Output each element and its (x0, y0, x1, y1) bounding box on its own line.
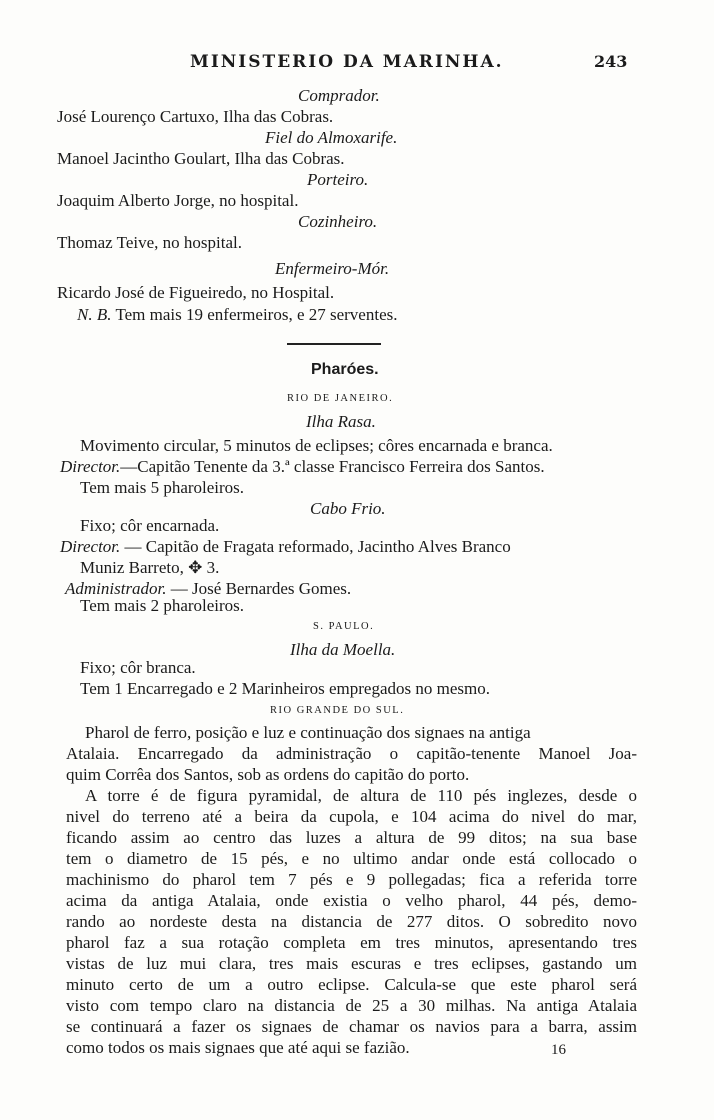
staff-line: José Lourenço Cartuxo, Ilha das Cobras. (57, 107, 334, 126)
note-text: Tem mais 19 enfermeiros, e 27 serventes. (115, 305, 398, 324)
note-line (77, 305, 398, 325)
paragraph-line: se continuará a fazer os signaes de chamar os navios para a barra, assim (66, 1017, 637, 1036)
place-heading: Ilha da Moella. (290, 640, 396, 659)
region-heading: RIO GRANDE DO SUL. (270, 705, 405, 716)
paragraph-line: machinismo do pharol tem 7 pés e 9 pollegadas; fica a referida torre (66, 870, 637, 889)
paragraph-line: Pharol de ferro, posição e luz e continuação dos signaes na antiga (85, 723, 531, 742)
region-heading: S. PAULO. (313, 621, 375, 632)
region-heading: RIO DE JANEIRO. (287, 393, 394, 404)
place-heading: Cabo Frio. (310, 499, 386, 518)
section-divider (287, 343, 381, 345)
place-heading: Ilha Rasa. (306, 412, 376, 431)
paragraph-line: ficando assim ao centro das luzes a altura de 99 ditos; na sua base (66, 828, 637, 847)
note-label: N. B. (77, 305, 112, 324)
director-label: Director. (60, 457, 121, 476)
director-text: — Capitão de Fragata reformado, Jacintho Alves Branco (124, 537, 511, 556)
administrator-text: — José Bernardes Gomes. (170, 579, 352, 598)
body-line (60, 537, 511, 557)
body-line: Tem mais 5 pharoleiros. (80, 478, 245, 497)
paragraph-line: visto com tempo claro na distancia de 25 a 30 milhas. Na antiga Atalaia (66, 996, 637, 1015)
staff-line: Joaquim Alberto Jorge, no hospital. (57, 191, 299, 210)
paragraph-line: nivel do terreno até a beira da cupola, e 104 acima do nivel do mar, (66, 807, 637, 826)
paragraph-line: acima da antiga Atalaia, onde existia o velho pharol, 44 pés, demo- (66, 891, 637, 910)
administrator-label: Administrador. (65, 579, 167, 598)
role-fiel: Fiel do Almoxarife. (265, 128, 398, 147)
running-title: MINISTERIO DA MARINHA. (190, 52, 504, 72)
paragraph-line: como todos os mais signaes que até aqui se fazião. (66, 1038, 410, 1057)
paragraph-line: pharol faz a sua rotação completa em tres minutos, apresentando tres (66, 933, 637, 952)
staff-line: Manoel Jacintho Goulart, Ilha das Cobras. (57, 149, 345, 168)
role-comprador: Comprador. (298, 86, 380, 105)
role-enfermeiro: Enfermeiro-Mór. (275, 259, 390, 278)
body-line: Tem mais 2 pharoleiros. (80, 596, 245, 615)
section-title: Pharóes. (311, 361, 379, 378)
staff-line: Ricardo José de Figueiredo, no Hospital. (57, 283, 335, 302)
printer-signature-mark: 16 (551, 1042, 566, 1058)
page-number: 243 (594, 52, 628, 71)
paragraph-line: minuto certo de um a outro eclipse. Calcula-se que este pharol será (66, 975, 637, 994)
body-line: Muniz Barreto, ✥ 3. (80, 558, 220, 577)
body-line: Movimento circular, 5 minutos de eclipses; côres encarnada e branca. (80, 436, 553, 455)
director-label: Director. (60, 537, 121, 556)
body-line: Fixo; côr encarnada. (80, 516, 220, 535)
paragraph-line: quim Corrêa dos Santos, sob as ordens do capitão do porto. (66, 765, 470, 784)
paragraph-line: Atalaia. Encarregado da administração o capitão-tenente Manoel Joa- (66, 744, 637, 763)
body-line: Fixo; côr branca. (80, 658, 196, 677)
role-cozinheiro: Cozinheiro. (298, 212, 378, 231)
paragraph-line: A torre é de figura pyramidal, de altura de 110 pés inglezes, desde o (85, 786, 637, 805)
paragraph-line: rando ao nordeste desta na distancia de 277 ditos. O sobredito novo (66, 912, 637, 931)
paragraph-line: tem o diametro de 15 pés, e no ultimo andar onde está collocado o (66, 849, 637, 868)
body-line (60, 457, 545, 477)
director-text: —Capitão Tenente da 3.ª classe Francisco Ferreira dos Santos. (120, 457, 545, 476)
paragraph-line: vistas de luz mui clara, tres mais escuras e tres eclipses, gastando um (66, 954, 637, 973)
page-header (0, 52, 714, 78)
role-porteiro: Porteiro. (307, 170, 369, 189)
body-line: Tem 1 Encarregado e 2 Marinheiros empregados no mesmo. (80, 679, 490, 698)
staff-line: Thomaz Teive, no hospital. (57, 233, 242, 252)
